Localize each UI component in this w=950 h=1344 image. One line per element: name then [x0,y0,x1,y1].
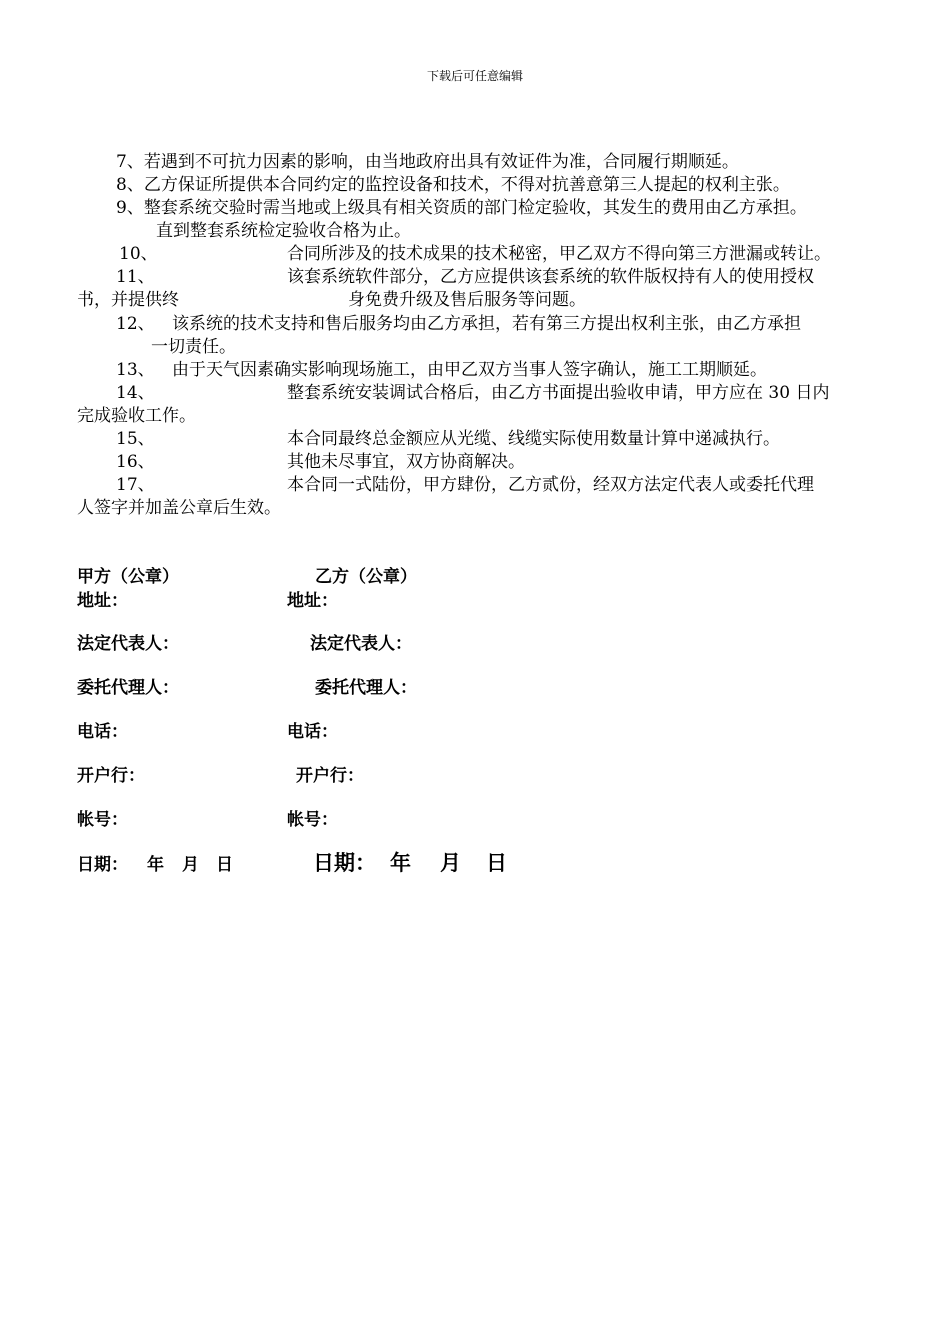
clause-10-number: 10、 [119,244,158,264]
clause-10-text: 合同所涉及的技术成果的技术秘密，甲乙双方不得向第三方泄漏或转让。 [287,244,831,264]
clause-16-text: 其他未尽事宜，双方协商解决。 [287,452,525,472]
clause-7: 7、若遇到不可抗力因素的影响，由当地政府出具有效证件为准，合同履行期顺延。 [116,152,739,172]
party-b-legal-rep-label: 法定代表人： [310,634,412,654]
clause-15-text: 本合同最终总金额应从光缆、线缆实际使用数量计算中递减执行。 [287,429,780,449]
party-b-account-label: 帐号： [287,810,338,830]
clause-12-number: 12、 [116,314,155,334]
clause-12-line-1: 该系统的技术支持和售后服务均由乙方承担，若有第三方提出权利主张，由乙方承担 [172,314,801,334]
page-header-note: 下载后可任意编辑 [426,69,523,83]
clause-14-number: 14、 [116,383,155,403]
party-a-address-label: 地址： [77,591,128,611]
clause-11-line-2b: 身免费升级及售后服务等问题。 [348,290,586,310]
party-a-date-day: 日 [216,855,233,875]
clause-9-line-2: 直到整套系统检定验收合格为止。 [156,221,411,241]
party-b-date-label: 日期： [313,850,376,875]
clause-17-number: 17、 [116,475,155,495]
party-a-legal-rep-label: 法定代表人： [77,634,179,654]
party-b-date-day: 日 [486,850,507,875]
clause-13-number: 13、 [116,360,155,380]
party-a-date-month: 月 [182,855,199,875]
clause-14-line-2: 完成验收工作。 [77,406,196,426]
party-a-date-label: 日期： [77,855,128,875]
party-b-date-year: 年 [390,850,411,875]
party-a-title: 甲方（公章） [77,567,179,587]
clause-11-number: 11、 [116,267,155,287]
party-b-bank-label: 开户行： [296,766,364,786]
party-b-phone-label: 电话： [287,722,338,742]
clause-17-line-2: 人签字并加盖公章后生效。 [77,498,281,518]
party-a-agent-label: 委托代理人： [77,678,179,698]
clause-9-line-1: 9、整套系统交验时需当地或上级具有相关资质的部门检定验收，其发生的费用由乙方承担。 [116,198,807,218]
party-a-phone-label: 电话： [77,722,128,742]
clause-11-line-1: 该套系统软件部分，乙方应提供该套系统的软件版权持有人的使用授权 [287,267,814,287]
party-b-agent-label: 委托代理人： [315,678,417,698]
party-a-account-label: 帐号： [77,810,128,830]
party-b-title: 乙方（公章） [315,567,417,587]
party-a-bank-label: 开户行： [77,766,145,786]
party-b-address-label: 地址： [287,591,338,611]
party-b-date-month: 月 [440,850,461,875]
clause-17-line-1: 本合同一式陆份，甲方肆份，乙方贰份，经双方法定代表人或委托代理 [287,475,814,495]
clause-14-line-1: 整套系统安装调试合格后，由乙方书面提出验收申请，甲方应在 30 日内 [287,383,830,403]
clause-13-text: 由于天气因素确实影响现场施工，由甲乙双方当事人签字确认，施工工期顺延。 [172,360,767,380]
clause-8: 8、乙方保证所提供本合同约定的监控设备和技术，不得对抗善意第三人提起的权利主张。 [116,175,790,195]
clause-15-number: 15、 [116,429,155,449]
clause-12-line-2: 一切责任。 [151,337,236,357]
clause-11-line-2a: 书，并提供终 [77,290,179,310]
clause-16-number: 16、 [116,452,155,472]
party-a-date-year: 年 [147,855,164,875]
